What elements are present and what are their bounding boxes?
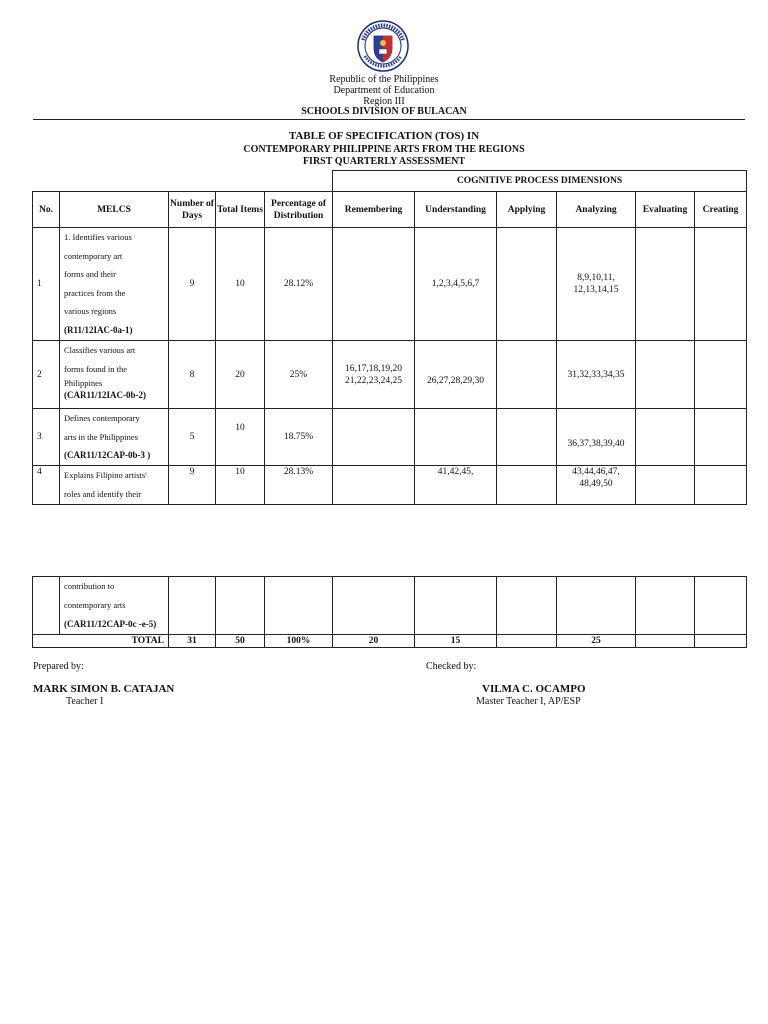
- deped-seal-icon: [357, 20, 409, 72]
- row-understanding: 1,2,3,4,5,6,7: [415, 228, 497, 341]
- row-analyzing: 36,37,38,39,40: [557, 409, 636, 466]
- row-remembering: 16,17,18,19,20 21,22,23,24,25: [333, 341, 415, 409]
- row-melc: 1. Identifies various contemporary art forms and their practices from the various regions (R11/12IAC-0a-1): [60, 228, 169, 341]
- col-no: No.: [33, 192, 60, 228]
- row-creating: [695, 341, 747, 409]
- row-evaluating: [636, 466, 695, 505]
- melc-code: (CAR11/12CAP-0c -e-5): [64, 619, 157, 629]
- row-melc: Classifies various art forms found in the Philippines (CAR11/12IAC-0b-2): [60, 341, 169, 409]
- col-items: Total Items: [216, 192, 265, 228]
- header-department: Department of Education: [333, 85, 435, 96]
- col-evaluating: Evaluating: [636, 192, 695, 228]
- header-division: SCHOOLS DIVISION OF BULACAN: [301, 106, 467, 117]
- row-percentage: 28.13%: [265, 466, 333, 505]
- table-group-header-row: [33, 171, 747, 192]
- row-days: 8: [169, 341, 216, 409]
- col-creating: Creating: [695, 192, 747, 228]
- row-no: 4: [33, 466, 60, 505]
- total-row: [33, 635, 747, 648]
- row-understanding: 41,42,45,: [415, 466, 497, 505]
- cognitive-dimensions-header: COGNITIVE PROCESS DIMENSIONS: [333, 171, 747, 192]
- row-creating: [695, 409, 747, 466]
- table-row: [33, 466, 747, 505]
- row-items: 20: [216, 341, 265, 409]
- row-days: 9: [169, 228, 216, 341]
- total-analyzing: 25: [557, 635, 636, 648]
- melc-code: (CAR11/12CAP-0b-3 ): [64, 450, 151, 460]
- row-no: 3: [33, 409, 60, 466]
- row-applying: [497, 466, 557, 505]
- melc-code: (CAR11/12IAC-0b-2): [64, 390, 146, 400]
- row-remembering: [333, 228, 415, 341]
- row-items: 10: [216, 228, 265, 341]
- total-understanding: 15: [415, 635, 497, 648]
- row-evaluating: [636, 341, 695, 409]
- row-percentage: 28.12%: [265, 228, 333, 341]
- row-evaluating: [636, 409, 695, 466]
- table-header-row: [33, 192, 747, 228]
- row-days: 5: [169, 409, 216, 466]
- row-remembering: [333, 466, 415, 505]
- col-melcs: MELCS: [60, 192, 169, 228]
- row-analyzing: 31,32,33,34,35: [557, 341, 636, 409]
- col-applying: Applying: [497, 192, 557, 228]
- row-applying: [497, 409, 557, 466]
- header-region: Region III: [363, 96, 405, 107]
- col-analyzing: Analyzing: [557, 192, 636, 228]
- table-row: [33, 577, 747, 635]
- row-percentage: 25%: [265, 341, 333, 409]
- row-applying: [497, 341, 557, 409]
- tos-table: [32, 170, 747, 505]
- melc-code: (R11/12IAC-0a-1): [64, 324, 133, 335]
- row-melc: contribution to contemporary arts (CAR11/12CAP-0c -e-5): [60, 577, 169, 635]
- header-republic: Republic of the Philippines: [329, 74, 439, 85]
- col-understanding: Understanding: [415, 192, 497, 228]
- row-items: 10: [216, 466, 265, 505]
- col-remembering: Remembering: [333, 192, 415, 228]
- row-applying: [497, 228, 557, 341]
- total-label: TOTAL: [33, 635, 169, 648]
- header-divider: [33, 119, 745, 120]
- prepared-by-label: Prepared by:: [33, 661, 84, 672]
- checked-by-title: Master Teacher I, AP/ESP: [476, 696, 581, 707]
- prepared-by-title: Teacher I: [66, 696, 104, 707]
- tos-table-continued: [32, 576, 747, 648]
- row-evaluating: [636, 228, 695, 341]
- row-percentage: 18.75%: [265, 409, 333, 466]
- row-analyzing: 43,44,46,47, 48,49,50: [557, 466, 636, 505]
- row-no: 2: [33, 341, 60, 409]
- total-percentage: 100%: [265, 635, 333, 648]
- page-subtitle: CONTEMPORARY PHILIPPINE ARTS FROM THE REGIONS: [243, 144, 525, 155]
- row-understanding: 26,27,28,29,30: [415, 341, 497, 409]
- checked-by-name: VILMA C. OCAMPO: [482, 683, 586, 695]
- row-days: 9: [169, 466, 216, 505]
- row-creating: [695, 466, 747, 505]
- table-row: [33, 409, 747, 466]
- total-items: 50: [216, 635, 265, 648]
- page-title: TABLE OF SPECIFICATION (TOS) IN: [288, 130, 480, 142]
- col-percentage: Percentage of Distribution: [265, 192, 333, 228]
- checked-by-label: Checked by:: [426, 661, 477, 672]
- table-row: [33, 341, 747, 409]
- col-days: Number of Days: [169, 192, 216, 228]
- row-creating: [695, 228, 747, 341]
- row-no: 1: [33, 228, 60, 341]
- table-row: [33, 228, 747, 341]
- total-days: 31: [169, 635, 216, 648]
- row-melc: Explains Filipino artists' roles and identify their: [60, 466, 169, 505]
- prepared-by-name: MARK SIMON B. CATAJAN: [33, 683, 175, 695]
- row-analyzing: 8,9,10,11, 12,13,14,15: [557, 228, 636, 341]
- total-remembering: 20: [333, 635, 415, 648]
- row-items: 10: [216, 409, 265, 466]
- row-remembering: [333, 409, 415, 466]
- row-melc: Defines contemporary arts in the Philippines (CAR11/12CAP-0b-3 ): [60, 409, 169, 466]
- assessment-label: FIRST QUARTERLY ASSESSMENT: [302, 156, 466, 167]
- row-understanding: [415, 409, 497, 466]
